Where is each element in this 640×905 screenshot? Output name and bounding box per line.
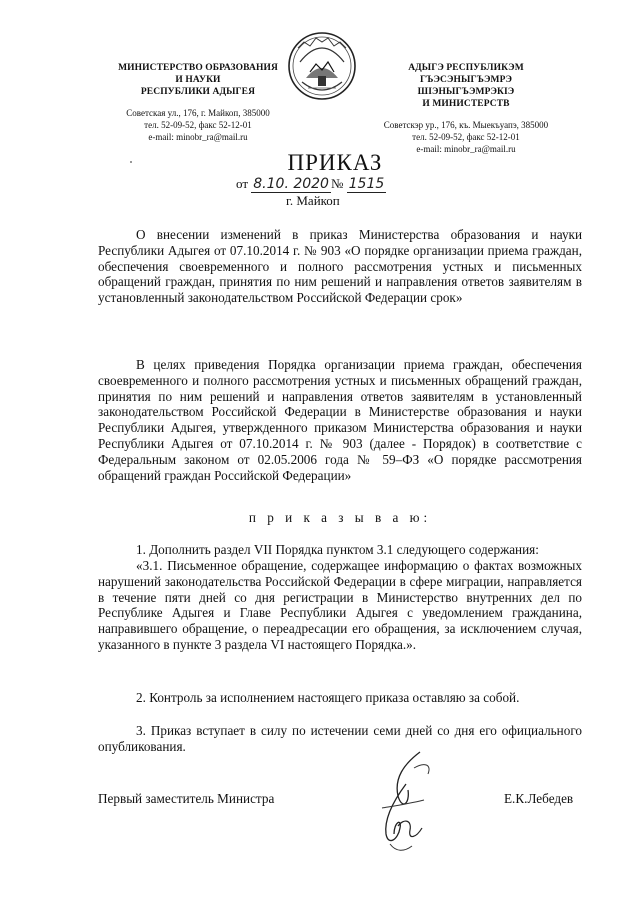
document-preamble: В целях приведения Порядка организации приема граждан, обеспечения своевременного и полного рассмотрения устных и письменных обращений граждан, принятия по ним решений и направления ответов заявителям в установленный законодательством Российской Федерации в Министерстве образования и науки Республики Адыгея, утвержденного приказом Министерства образования и науки Республики Адыгея от 07.10.2014 г. № 903 (далее - Порядок) в соответствие с Федеральным законом от 02.05.2006 года № 59–ФЗ «О порядке рассмотрения обращений граждан Российской Федерации» [98, 357, 582, 483]
header-left [108, 62, 288, 143]
signatory-position: Первый заместитель Министра [98, 791, 275, 806]
document-title: ПРИКАЗ [287, 150, 383, 175]
org-name-ady-line1: АДЫГЭ РЕСПУБЛИКЭМ [408, 63, 524, 73]
number-prefix: № [330, 176, 344, 191]
order-item-1-quote: «3.1. Письменное обращение, содержащее информацию о фактах возможных нарушений законодательства Российской Федерации в сфере миграции, направляется в течение пяти дней со дня регистрации в Министерство внутренних дел по Республике Адыгея и Главе Республики Адыгея с уведомлением гражданина, направившего обращение, о переадресации его обращения, за исключением случая, указанного в пункте 3 раздела VI настоящего Порядка.». [98, 558, 582, 652]
date-number-line [236, 176, 386, 192]
phone-ru: тел. 52-09-52, факс 52-12-01 [144, 120, 252, 130]
document-subject: О внесении изменений в приказ Министерства образования и науки Республики Адыгея от 07.10.2014 г. № 903 «О порядке организации приема граждан, обеспечения своевременного и полного рассмотрения устных и письменных обращений граждан, принятия по ним решений и направления ответов заявителям в установленный законодательством Российской Федерации срок» [98, 227, 582, 306]
org-name-ru-line1: МИНИСТЕРСТВО ОБРАЗОВАНИЯ [118, 63, 278, 73]
org-name-ru-line3: РЕСПУБЛИКИ АДЫГЕЯ [140, 87, 256, 97]
coat-of-arms-icon [286, 28, 358, 104]
order-item-1: 1. Дополнить раздел VII Порядка пунктом 3.1 следующего содержания: [136, 542, 539, 557]
org-name-ady-line3: И МИНИСТЕРСТВ [422, 99, 510, 109]
signatory-name: Е.К.Лебедев [504, 791, 574, 806]
address-ady: Советскэр ур., 176, къ. Мыекъуапэ, 385000 [383, 120, 549, 130]
scan-speck [130, 161, 132, 163]
address-ru: Советская ул., 176, г. Майкоп, 385000 [126, 108, 270, 118]
order-item-3: 3. Приказ вступает в силу по истечении семи дней со дня его официального опубликования. [98, 723, 582, 754]
org-name-ru-line2: И НАУКИ [175, 75, 221, 85]
date-prefix: от [236, 176, 249, 191]
email-ru: e-mail: minobr_ra@mail.ru [148, 132, 248, 142]
order-word: п р и к а з ы в а ю: [248, 510, 432, 525]
email-ady: e-mail: minobr_ra@mail.ru [416, 144, 516, 154]
order-item-2: 2. Контроль за исполнением настоящего приказа оставляю за собой. [136, 690, 520, 705]
document-number: 1515 [348, 176, 385, 192]
document-city: г. Майкоп [286, 193, 340, 208]
handwritten-signature-icon [364, 748, 444, 858]
header-right [376, 62, 556, 155]
org-name-ady-line2: ГЪЭСЭНЫГЪЭМРЭ ШІЭНЫГЪЭМРЭКІЭ [417, 75, 515, 97]
document-date: 8.10. 2020 [253, 176, 329, 192]
phone-ady: тел. 52-09-52, факс 52-12-01 [412, 132, 520, 142]
